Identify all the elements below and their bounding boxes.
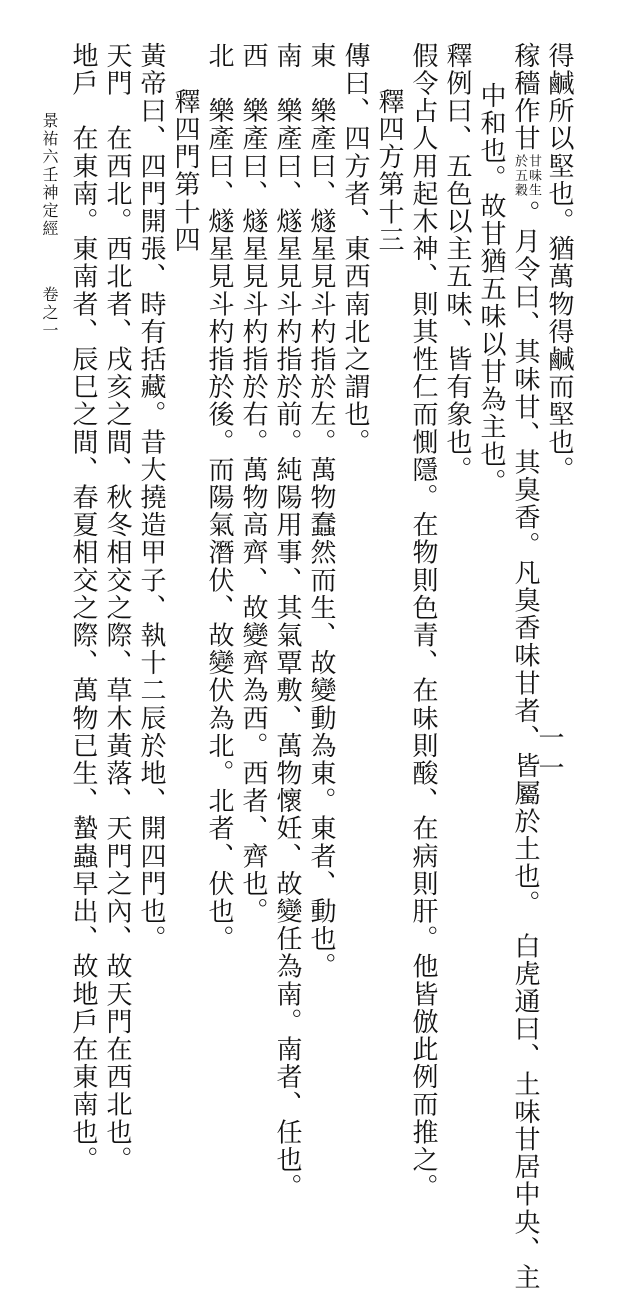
text-column-2 — [510, 42, 541, 1291]
text-column-south: 南 樂產曰、燧星見斗杓指於前。純陽用事、其氣覃敷、萬物懷妊、故變任為南。南者、任也。 — [272, 42, 302, 1202]
text-column-3: 中和也。故甘猶五味以甘為主也。 — [476, 82, 506, 496]
text-column-east: 東 樂產曰、燧星見斗杓指於左。萬物蠢然而生、故變動為東。東者、動也。 — [306, 42, 336, 981]
text-column-7: 傳曰、四方者、東西南北之謂也。 — [340, 42, 370, 456]
page-number: 一一 — [534, 724, 564, 784]
text-column-5: 假令占人用起木神、則其性仁而惻隱。在物則色青、在味則酸、在病則肝。他皆倣此例而推之。 — [408, 42, 438, 1202]
column-2-part-b: 。月令曰、其味甘、其臭香。凡臭香味甘者、皆屬於土也。 白虎通曰、土味甘居中央、主 — [510, 200, 540, 1291]
text-column-north: 北 樂產曰、燧星見斗杓指於後。而陽氣潛伏、故變伏為北。北者、伏也。 — [204, 42, 234, 953]
text-column-heaven-gate: 天門 在西北。西北者、戌亥之間、秋冬相交之際、草木黃落、天門之內、故天門在西北也。 — [102, 42, 132, 1174]
running-title: 景祐六壬神定經 — [40, 112, 59, 238]
section-heading-four-directions: 釋四方第十三 — [374, 88, 404, 254]
text-column-earth-door: 地戶 在東南。東南者、辰巳之間、春夏相交之際、萬物已生、蟄蟲早出、故地戶在東南也。 — [68, 42, 98, 1174]
text-column-yellow-emperor: 黃帝曰、四門開張、時有括藏。昔大撓造甲子、執十二辰於地、開四門也。 — [136, 42, 166, 953]
volume-label: 卷之一 — [40, 286, 59, 340]
text-column-4: 釋例曰、五色以主五味、皆有象也。 — [442, 42, 472, 484]
column-2-part-a: 稼穡作甘 — [510, 42, 540, 153]
inline-annotation: 甘味生 於五穀 — [512, 154, 541, 199]
text-column-west: 西 樂產曰、燧星見斗杓指於右。萬物高齊、故變齊為西。西者、齊也。 — [238, 42, 268, 926]
section-heading-four-gates: 釋四門第十四 — [170, 88, 200, 254]
text-column-1: 得鹹所以堅也。猶萬物得鹹而堅也。 — [544, 42, 574, 484]
